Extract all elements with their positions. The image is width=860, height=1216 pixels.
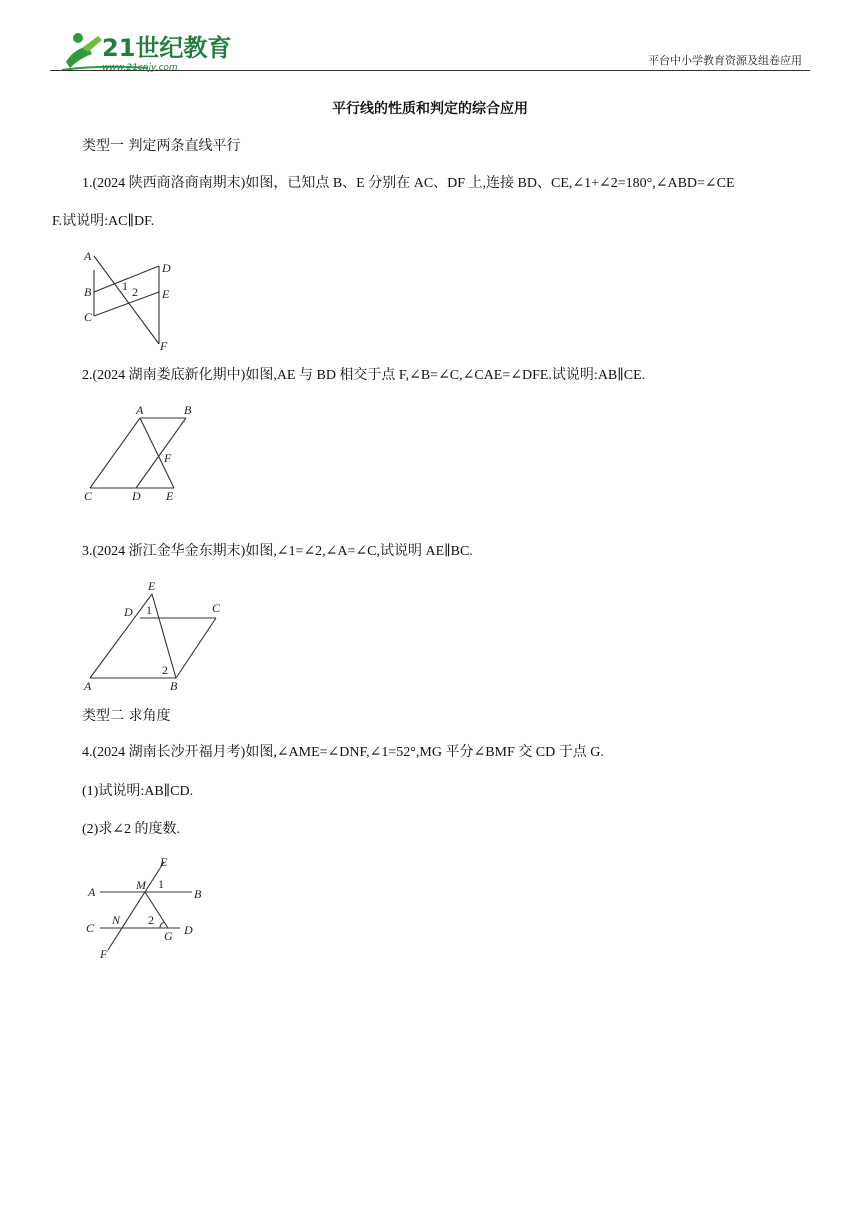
fig4-angle-1: 1 bbox=[158, 877, 164, 891]
fig1-angle-2: 2 bbox=[132, 285, 138, 299]
fig4-label-D: D bbox=[184, 923, 193, 937]
fig1-label-A: A bbox=[84, 249, 92, 263]
fig3-label-C: C bbox=[212, 601, 221, 615]
fig1-label-C: C bbox=[84, 310, 93, 324]
brand-logo bbox=[58, 26, 238, 76]
fig4-label-N: N bbox=[112, 913, 121, 927]
fig2-label-E: E bbox=[166, 489, 174, 503]
document-title: 平行线的性质和判定的综合应用 bbox=[332, 101, 528, 117]
figure-question-4 bbox=[80, 852, 210, 962]
question-1-line-1: 1.(2024 陕西商洛商南期末)如图，已知点 B、E 分别在 AC、DF 上,连接 BD、CE,∠1+∠2=180°,∠ABD=∠CE bbox=[82, 176, 735, 191]
fig4-label-E: E bbox=[160, 855, 168, 869]
fig3-angle-1: 1 bbox=[146, 603, 152, 617]
fig3-line-AE bbox=[90, 594, 152, 678]
figure-question-2 bbox=[80, 400, 210, 505]
brand-text: 21世纪教育 bbox=[102, 34, 232, 62]
question-3-line-1: 3.(2024 浙江金华金东期末)如图,∠1=∠2,∠A=∠C,试说明 AE∥BC. bbox=[82, 544, 473, 559]
fig1-label-B: B bbox=[84, 285, 92, 299]
fig3-angle-2: 2 bbox=[162, 663, 168, 677]
platform-tagline: 平台中小学教育资源及组卷应用 bbox=[648, 54, 802, 67]
fig4-label-G: G bbox=[164, 929, 173, 943]
fig2-line-BD bbox=[136, 418, 186, 488]
fig4-label-A: A bbox=[88, 885, 96, 899]
fig2-label-B: B bbox=[184, 403, 192, 417]
runner-logo-icon bbox=[58, 26, 238, 76]
brand-url: www.21cnjy.com bbox=[102, 63, 178, 73]
section-type-two: 类型二 求角度 bbox=[82, 708, 171, 724]
figure-question-3 bbox=[80, 576, 230, 694]
section-type-one: 类型一 判定两条直线平行 bbox=[82, 138, 241, 154]
fig1-label-F: F bbox=[160, 339, 168, 353]
fig1-angle-1: 1 bbox=[122, 279, 128, 293]
question-4-part-2: (2)求∠2 的度数. bbox=[82, 822, 181, 837]
fig3-line-BC bbox=[176, 618, 216, 678]
fig1-label-E: E bbox=[162, 287, 170, 301]
fig1-line-CE bbox=[94, 292, 159, 316]
header-divider bbox=[50, 70, 810, 71]
fig4-angle-arc-G bbox=[160, 922, 164, 928]
fig4-angle-2: 2 bbox=[148, 913, 154, 927]
fig3-label-B: B bbox=[170, 679, 178, 693]
question-2-line-1: 2.(2024 湖南娄底新化期中)如图,AE 与 BD 相交于点 F,∠B=∠C,∠CAE=∠DFE.试说明:AB∥CE. bbox=[82, 368, 646, 383]
fig4-line-EF bbox=[108, 862, 164, 950]
fig3-label-A: A bbox=[84, 679, 92, 693]
fig1-label-D: D bbox=[162, 261, 171, 275]
fig4-label-M: M bbox=[136, 878, 146, 892]
fig3-label-D: D bbox=[124, 605, 133, 619]
figure-question-1 bbox=[80, 248, 190, 356]
fig2-line-AC bbox=[90, 418, 140, 488]
fig2-label-A: A bbox=[136, 403, 144, 417]
fig4-label-B: B bbox=[194, 887, 202, 901]
fig2-label-C: C bbox=[84, 489, 93, 503]
fig1-line-AF bbox=[94, 256, 159, 344]
fig2-label-F: F bbox=[164, 451, 172, 465]
question-4-line-1: 4.(2024 湖南长沙开福月考)如图,∠AME=∠DNF,∠1=52°,MG 平分∠BMF 交 CD 于点 G. bbox=[82, 745, 604, 760]
fig4-label-C: C bbox=[86, 921, 95, 935]
fig2-label-D: D bbox=[132, 489, 141, 503]
fig3-label-E: E bbox=[148, 579, 156, 593]
question-4-part-1: (1)试说明:AB∥CD. bbox=[82, 784, 194, 799]
fig4-label-F: F bbox=[100, 947, 108, 961]
question-1-line-2: F.试说明:AC∥DF. bbox=[52, 214, 155, 229]
